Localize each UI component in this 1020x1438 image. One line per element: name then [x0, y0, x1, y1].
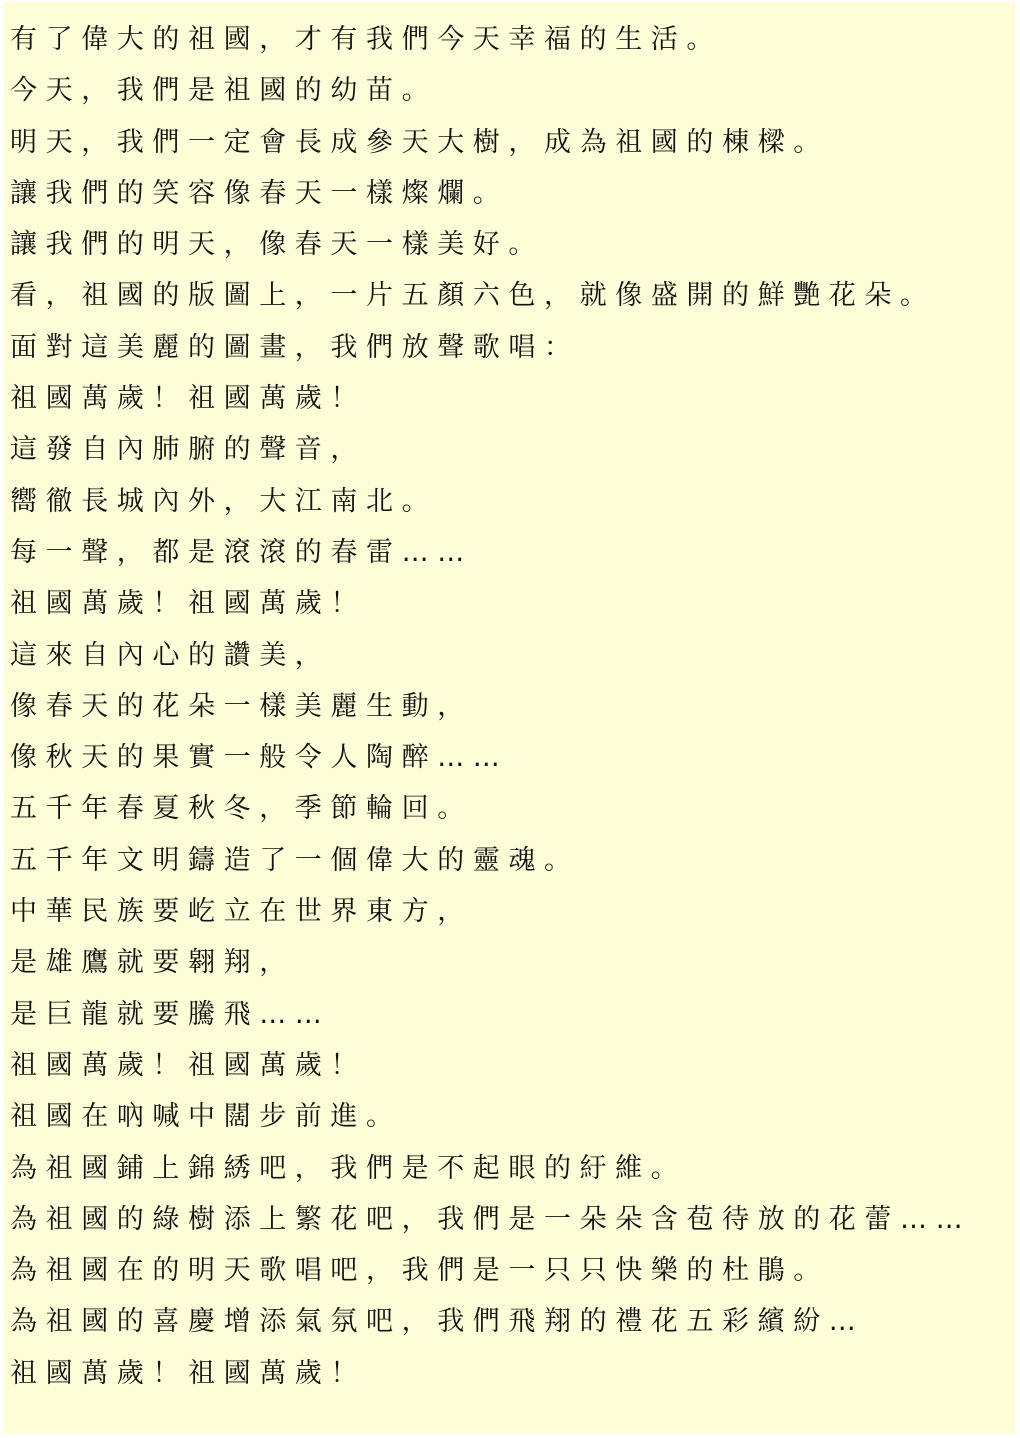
- poem-line-4: 讓我們的笑容像春天一樣燦爛。: [10, 177, 509, 209]
- poem-text: [10, 14, 1010, 1399]
- poem-line-26: 為祖國的喜慶增添氣氛吧，我們飛翔的禮花五彩繽紛…: [10, 1306, 865, 1338]
- document-page: [4, 2, 1015, 1434]
- poem-line-15: 像秋天的果實一般令人陶醉……: [10, 742, 509, 774]
- poem-line-20: 是巨龍就要騰飛……: [10, 998, 331, 1030]
- poem-line-13: 這來自內心的讚美，: [10, 639, 331, 671]
- poem-line-18: 中華民族要屹立在世界東方，: [10, 896, 473, 928]
- poem-line-21: 祖國萬歲！祖國萬歲！: [10, 1049, 366, 1081]
- poem-line-25: 為祖國在的明天歌唱吧，我們是一只只快樂的杜鵑。: [10, 1255, 829, 1287]
- poem-line-6: 看，祖國的版圖上，一片五顏六色，就像盛開的鮮艷花朵。: [10, 280, 936, 312]
- poem-line-3: 明天，我們一定會長成參天大樹，成為祖國的棟樑。: [10, 126, 829, 158]
- poem-line-22: 祖國在吶喊中闊步前進。: [10, 1101, 402, 1133]
- poem-line-7: 面對這美麗的圖畫，我們放聲歌唱：: [10, 331, 580, 363]
- poem-line-23: 為祖國鋪上錦綉吧，我們是不起眼的紆維。: [10, 1152, 687, 1184]
- poem-line-19: 是雄鷹就要翱翔，: [10, 947, 295, 979]
- poem-line-8: 祖國萬歲！祖國萬歲！: [10, 383, 366, 415]
- poem-line-24: 為祖國的綠樹添上繁花吧，我們是一朵朵含苞待放的花蕾……: [10, 1203, 972, 1235]
- poem-line-17: 五千年文明鑄造了一個偉大的靈魂。: [10, 844, 580, 876]
- poem-line-2: 今天，我們是祖國的幼苗。: [10, 75, 438, 107]
- poem-line-10: 嚮徹長城內外，大江南北。: [10, 485, 438, 517]
- poem-line-1: 有了偉大的祖國，才有我們今天幸福的生活。: [10, 24, 722, 55]
- poem-line-16: 五千年春夏秋冬，季節輪回。: [10, 793, 473, 825]
- poem-line-9: 這發自內肺腑的聲音，: [10, 434, 366, 466]
- poem-line-11: 每一聲，都是滾滾的春雷……: [10, 536, 473, 568]
- poem-line-27: 祖國萬歲！祖國萬歲！: [10, 1357, 366, 1389]
- poem-line-5: 讓我們的明天，像春天一樣美好。: [10, 229, 544, 261]
- poem-line-12: 祖國萬歲！祖國萬歲！: [10, 588, 366, 620]
- poem-line-14: 像春天的花朵一樣美麗生動，: [10, 690, 473, 722]
